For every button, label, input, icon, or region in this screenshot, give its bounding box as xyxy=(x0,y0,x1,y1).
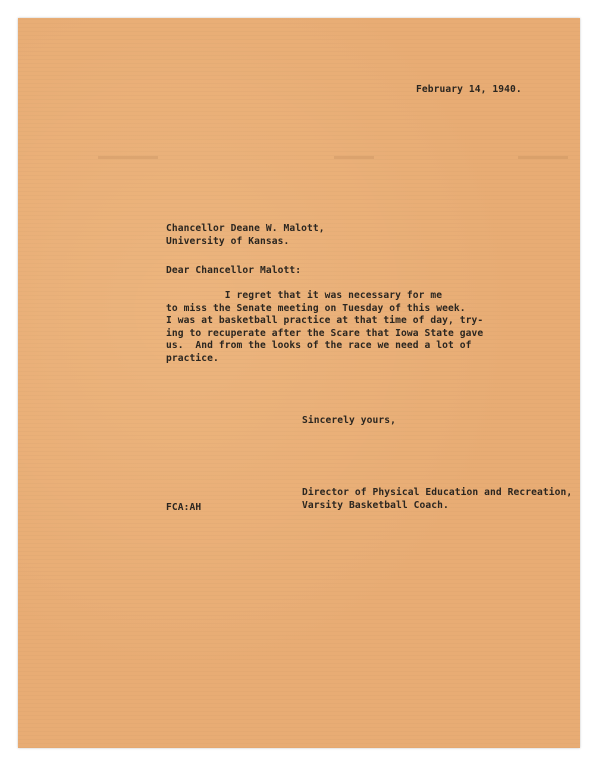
letter-body xyxy=(166,290,483,365)
recipient-name: Chancellor Deane W. Malott, xyxy=(166,223,325,234)
closing: Sincerely yours, xyxy=(302,415,397,426)
recipient-block xyxy=(166,223,325,248)
body-line: practice. xyxy=(166,352,219,364)
paper-mark xyxy=(518,156,568,159)
body-line: I regret that it was necessary for me xyxy=(166,290,443,301)
body-line: ing to recuperate after the Scare that Iowa State gave xyxy=(166,327,484,339)
reference-initials: FCA:AH xyxy=(166,502,202,513)
signature-title: Director of Physical Education and Recreation, xyxy=(302,487,573,498)
letter-date: February 14, 1940. xyxy=(416,84,522,95)
letter-page xyxy=(18,18,580,748)
salutation: Dear Chancellor Malott: xyxy=(166,265,302,276)
paper-mark xyxy=(334,156,374,159)
body-line: to miss the Senate meeting on Tuesday of this week. xyxy=(166,302,466,314)
body-line: us. And from the looks of the race we need a lot of xyxy=(166,340,472,351)
recipient-institution: University of Kansas. xyxy=(166,235,290,247)
paper-mark xyxy=(98,156,158,159)
body-line: I was at basketball practice at that time of day, try- xyxy=(166,315,484,326)
signature-role: Varsity Basketball Coach. xyxy=(302,499,449,511)
signature-block xyxy=(302,487,572,512)
